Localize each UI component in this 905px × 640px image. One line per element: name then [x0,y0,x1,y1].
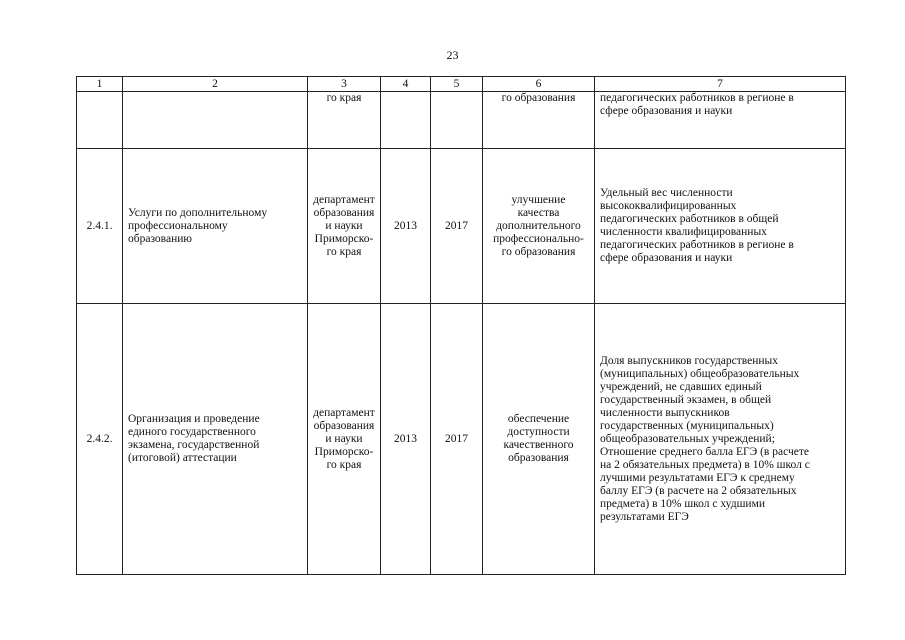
text-line: образования [313,419,375,432]
expected-result [483,304,595,575]
text-line: высококвалифицированных [600,200,737,212]
text-line: педагогических работников в общей [600,213,779,225]
text-line: государственный экзамен, в общей [600,393,772,406]
text-line: Удельный вес численности [600,187,733,199]
text-line: на 2 обязательных предмета) в 10% школ с [600,458,810,471]
text-line: численности выпускников [600,406,730,419]
header-col-4: 4 [381,77,431,92]
header-col-5: 5 [431,77,483,92]
cont-name-cell [123,92,308,149]
cont-end-cell [431,92,483,149]
text-line: и науки [325,219,363,232]
text-line: баллу ЕГЭ (в расчете на 2 обязательных [600,484,797,497]
continuation-row [77,92,846,149]
end-year: 2017 [431,149,483,304]
text-line: образованию [128,232,192,245]
cont-executor-cell: го края [308,92,381,149]
text-line: качества [517,206,560,219]
header-col-2: 2 [123,77,308,92]
text-line: образования [313,206,375,219]
text-line: (итоговой) аттестации [128,452,237,464]
text-line: педагогических работников в регионе в [600,239,794,251]
text-line: и науки [325,432,363,445]
text-line: (муниципальных) общеобразовательных [600,367,800,380]
measure-name [123,149,308,304]
text-line: сфере образования и науки [600,105,733,117]
expected-result [483,149,595,304]
text-line: дополнительного [496,219,581,232]
text-line: Организация и проведение [128,413,260,425]
text-line: департамент [313,193,375,206]
text-line: единого государственного [128,426,256,438]
cont-num-cell [77,92,123,149]
text-line: Приморско- [314,445,374,458]
cont-indicator-cell [595,92,846,149]
measures-table [76,76,846,575]
indicator [595,149,846,304]
text-line: численности квалифицированных [600,226,767,238]
text-line: государственных (муниципальных) [600,419,774,432]
text-line: департамент [313,406,375,419]
text-line: обеспечение [507,413,570,425]
text-line: результатами ЕГЭ [600,510,689,523]
end-year: 2017 [431,304,483,575]
text-line: профессиональному [128,219,228,232]
start-year: 2013 [381,149,431,304]
header-col-1: 1 [77,77,123,92]
text-line: педагогических работников в регионе в [600,92,794,104]
text-line: го края [326,245,362,258]
text-line: лучшими результатами ЕГЭ к среднему [600,471,795,484]
text-line: предмета) в 10% школ с худшими [600,497,766,510]
text-line: го образования [501,245,576,258]
text-line: экзамена, государственной [128,439,260,451]
row-number: 2.4.1. [77,149,123,304]
cont-result-cell: го образования [483,92,595,149]
text-line: качественного [503,439,574,451]
text-line: улучшение [511,193,566,206]
text-line: Отношение среднего балла ЕГЭ (в расчете [600,445,809,458]
start-year: 2013 [381,304,431,575]
text-line: профессионально- [493,232,584,245]
text-line: образования [508,452,569,464]
header-col-7: 7 [595,77,846,92]
executor [308,304,381,575]
indicator [595,304,846,575]
text-line: общеобразовательных учреждений; [600,432,775,445]
text-line: учреждений, не сдавших единый [600,380,762,393]
header-col-6: 6 [483,77,595,92]
table-row [77,304,846,575]
cont-start-cell [381,92,431,149]
text-line: Доля выпускников государственных [600,354,778,367]
page-number: 23 [446,48,459,62]
header-col-3: 3 [308,77,381,92]
text-line: го края [326,458,362,471]
header-row [77,77,846,92]
text-line: доступности [507,426,570,438]
measure-name [123,304,308,575]
text-line: Услуги по дополнительному [128,206,268,219]
row-number: 2.4.2. [77,304,123,575]
text-line: Приморско- [314,232,374,245]
table-row [77,149,846,304]
text-line: сфере образования и науки [600,252,733,264]
executor [308,149,381,304]
